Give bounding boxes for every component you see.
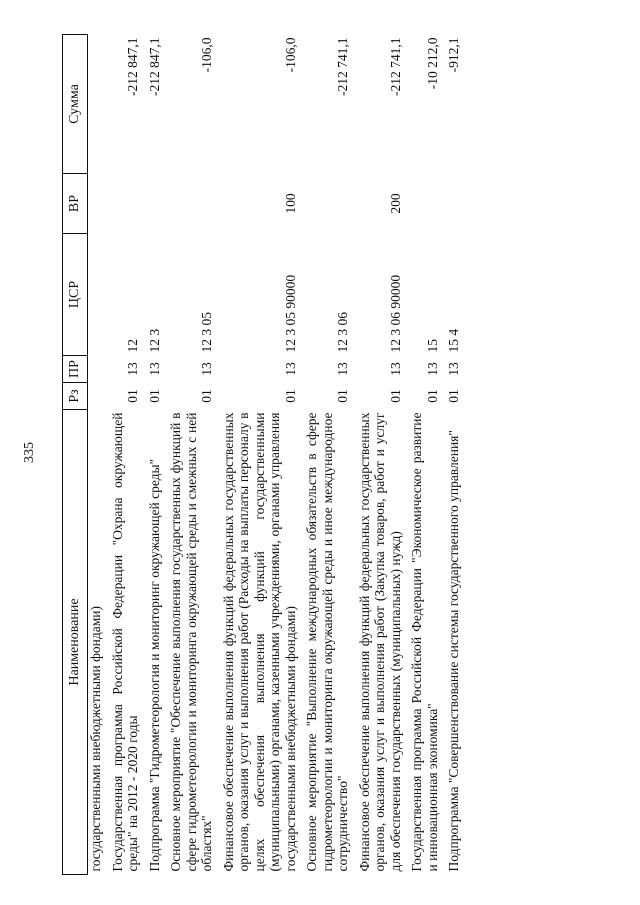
row-csr: 12 3 05 [199,312,214,353]
table-row [302,35,355,875]
row-sum: -912,1 [446,37,461,73]
row-pr: 13 [199,362,214,376]
header-rz: Рз [63,383,88,410]
row-vr: 200 [387,193,403,214]
row-vr [145,174,167,234]
row-vr [444,174,466,234]
table-row [108,35,145,875]
row-pr: 13 [424,362,440,376]
row-sum: -212 741,1 [335,37,350,96]
row-rz: 01 [335,389,350,403]
row-csr: 15 4 [446,328,461,353]
row-sum: -106,0 [199,37,214,73]
header-name: Наименование [63,410,88,875]
row-rz: 01 [282,389,298,403]
row-vr [88,174,108,234]
table-row [166,35,219,875]
row-sum: -212 847,1 [125,37,140,96]
table-row [88,35,108,875]
row-rz: 01 [387,389,403,403]
row-vr [407,174,444,234]
row-name: Подпрограмма "Совершенствование системы государственного управления" [446,430,461,872]
row-pr: 13 [282,362,298,376]
row-name: Подпрограмма "Гидрометеорология и мониторинг окружающей среды" [146,458,162,872]
table-row [145,35,167,875]
table-row [219,35,303,875]
row-csr: 12 3 06 [335,312,350,353]
row-vr [302,174,355,234]
table-row [444,35,466,875]
row-csr: 12 [125,339,140,353]
row-csr: 12 3 05 90000 [282,274,298,353]
row-name: Финансовое обеспечение выполнения функций федеральных государственных органов, оказания услуг и выполнения работ (Расходы на выплаты персоналу в целях обеспечения выполнения функций государственными (муниципальными) органами, казенными учреждениями, органами управления государственными внебюджетными фондами) [220,412,298,872]
table-header-row [63,35,88,875]
row-rz: 01 [199,389,214,403]
header-csr: ЦСР [63,234,88,356]
row-pr: 13 [446,362,461,376]
header-pr: ПР [63,356,88,383]
row-sum: -106,0 [282,37,298,73]
row-pr [88,356,108,383]
header-sum: Сумма [63,35,88,174]
row-pr: 13 [146,362,162,376]
row-sum [88,35,108,174]
row-vr [108,174,145,234]
budget-table [62,34,466,875]
row-name: Основное мероприятие "Обеспечение выполнения государственных функций в сфере гидрометеорологии и мониторинга окружающей среды и смежных с ней областях" [168,412,214,872]
row-sum: -10 212,0 [424,37,440,90]
row-pr: 13 [335,362,350,376]
row-name: Основное мероприятие "Выполнение международных обязательств в сфере гидрометеорологии и мониторинга окружающей среды и иное международное сотрудничество" [304,412,350,872]
row-rz: 01 [125,389,140,403]
row-csr: 12 3 [146,328,162,353]
row-name: Государственная программа Российской Федерации "Охрана окружающей среды" на 2012 - 2020 годы [109,412,140,872]
row-sum: -212 741,1 [387,37,403,96]
row-rz [88,383,108,410]
row-csr: 15 [424,339,440,353]
row-pr: 13 [125,362,140,376]
row-rz: 01 [146,389,162,403]
header-vr: ВР [63,174,88,234]
table-row [407,35,444,875]
table-row [355,35,408,875]
row-csr: 12 3 06 90000 [387,274,403,353]
row-csr [88,234,108,356]
row-name: государственными внебюджетными фондами) [88,605,103,872]
row-vr [166,174,219,234]
row-pr: 13 [387,362,403,376]
page-number: 335 [22,442,37,463]
row-name: Государственная программа Российской Федерации "Экономическое развитие и инновационная экономика" [409,412,440,872]
row-name: Финансовое обеспечение выполнения функций федеральных государственных органов, оказания услуг и выполнения работ (Закупка товаров, работ и услуг для обеспечения государственных (муниципальных) нужд) [356,412,403,872]
row-rz: 01 [446,389,461,403]
row-vr: 100 [282,193,298,214]
row-rz: 01 [424,389,440,403]
row-sum: -212 847,1 [146,37,162,96]
